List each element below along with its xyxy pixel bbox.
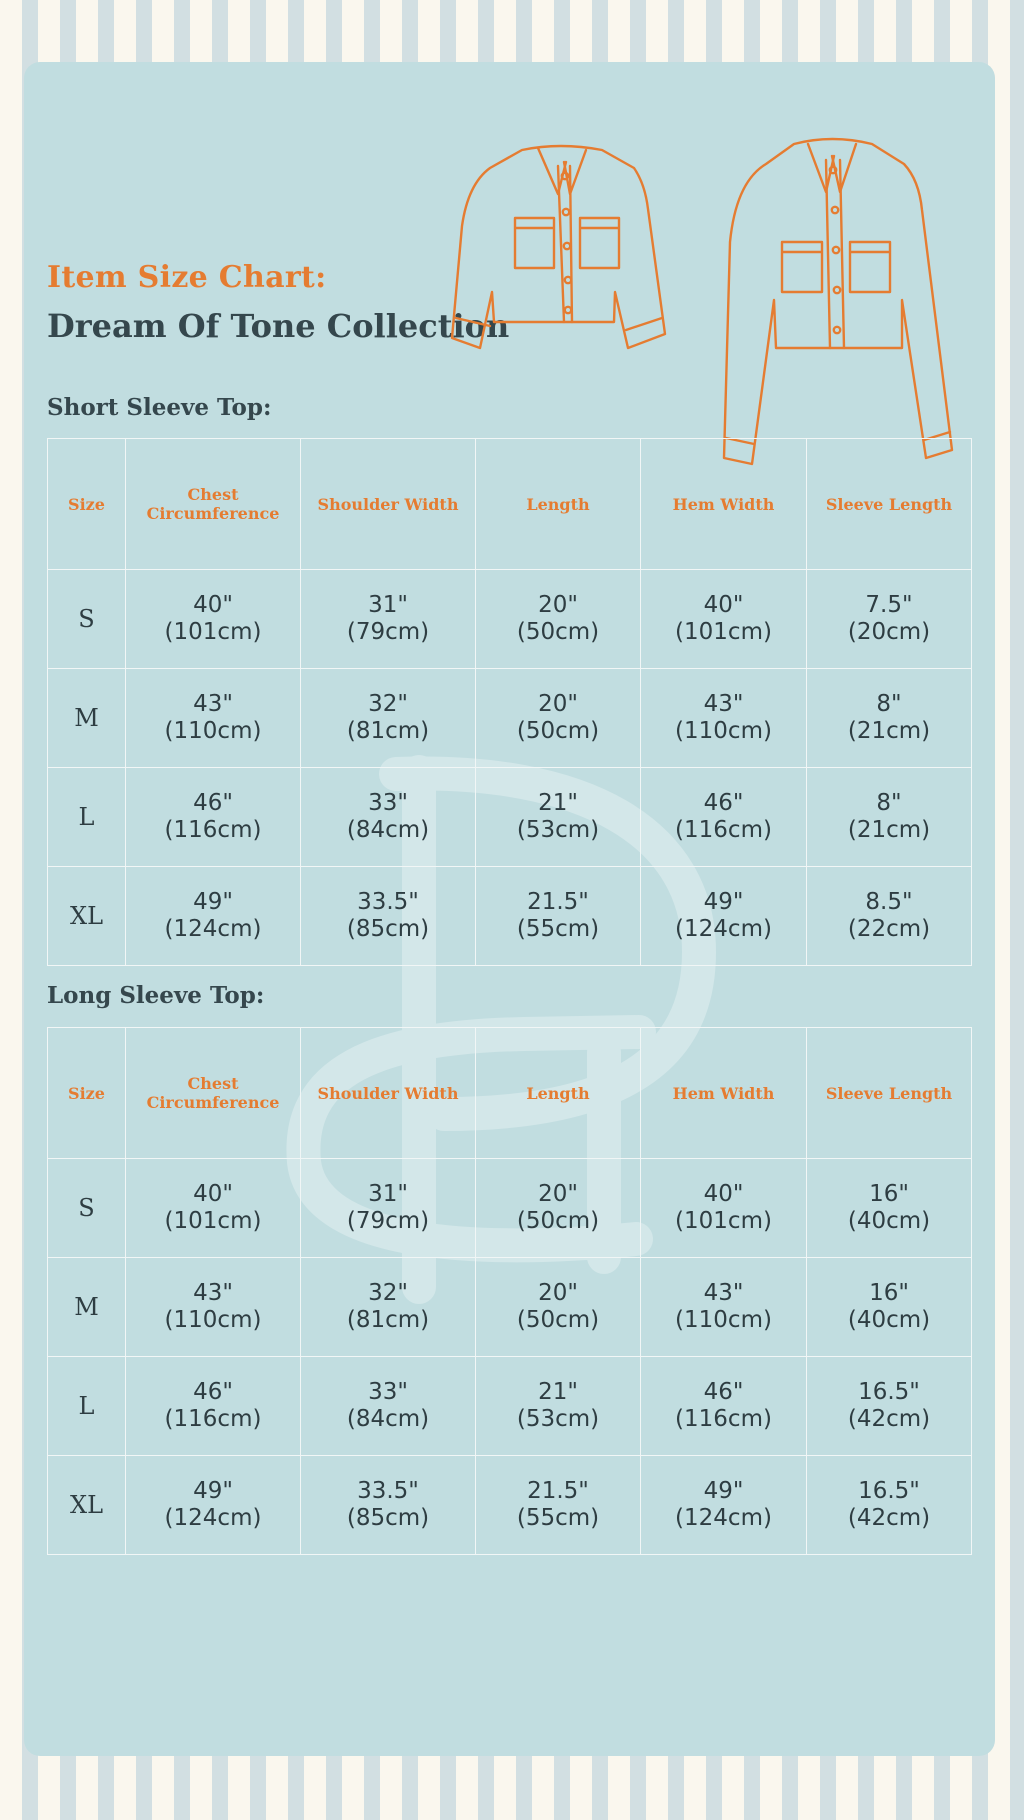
length-cm: (55cm)	[516, 916, 600, 942]
shoulder-cm: (84cm)	[346, 817, 430, 843]
chest-inches: 46"	[193, 790, 233, 816]
chest-cell	[126, 867, 301, 966]
hem-inches: 46"	[703, 790, 744, 816]
shoulder-cell	[301, 1456, 476, 1555]
table-row	[48, 768, 972, 867]
sleeve-cell	[807, 768, 972, 867]
shoulder-cell	[301, 1357, 476, 1456]
size-cell: M	[48, 1258, 126, 1357]
size-cell: L	[48, 1357, 126, 1456]
shoulder-inches: 33.5"	[357, 889, 419, 915]
length-cm: (50cm)	[516, 1307, 600, 1333]
chest-cm: (101cm)	[164, 1208, 262, 1234]
length-cm: (53cm)	[516, 1406, 600, 1432]
hem-cell	[641, 1258, 807, 1357]
column-header-chest: Chest Circumference	[126, 439, 301, 570]
shoulder-cell	[301, 570, 476, 669]
hem-cell	[641, 867, 807, 966]
chest-inches: 40"	[193, 1181, 233, 1207]
length-inches: 20"	[538, 691, 578, 717]
short-sleeve-section-title: Short Sleeve Top:	[47, 394, 272, 421]
sleeve-cell	[807, 1456, 972, 1555]
sleeve-cell	[807, 669, 972, 768]
chest-cm: (101cm)	[164, 619, 262, 645]
chest-inches: 43"	[193, 1280, 233, 1306]
hem-inches: 49"	[703, 889, 744, 915]
long-sleeve-size-table	[47, 1027, 972, 1555]
sleeve-cell	[807, 1159, 972, 1258]
length-cell	[476, 1357, 641, 1456]
chest-cm: (124cm)	[164, 916, 262, 942]
chest-cell	[126, 768, 301, 867]
sleeve-cell	[807, 570, 972, 669]
sleeve-cm: (21cm)	[847, 718, 931, 744]
length-inches: 20"	[538, 1280, 578, 1306]
table-header-row	[48, 1028, 972, 1159]
length-cm: (50cm)	[516, 1208, 600, 1234]
size-cell: L	[48, 768, 126, 867]
hem-cm: (101cm)	[675, 1208, 772, 1234]
hem-cm: (124cm)	[675, 1505, 772, 1531]
hem-cell	[641, 570, 807, 669]
sleeve-cm: (21cm)	[847, 817, 931, 843]
length-inches: 20"	[538, 592, 578, 618]
chest-cm: (110cm)	[164, 1307, 262, 1333]
size-cell: M	[48, 669, 126, 768]
shoulder-cm: (81cm)	[346, 1307, 430, 1333]
hem-cell	[641, 1357, 807, 1456]
hem-inches: 40"	[703, 592, 744, 618]
shoulder-cm: (85cm)	[346, 916, 430, 942]
sleeve-inches: 16"	[869, 1280, 909, 1306]
chest-cm: (116cm)	[164, 1406, 262, 1432]
column-header-hem: Hem Width	[641, 439, 807, 570]
chest-cell	[126, 1258, 301, 1357]
sleeve-inches: 8"	[876, 790, 902, 816]
sleeve-inches: 8.5"	[865, 889, 913, 915]
column-header-length: Length	[476, 1028, 641, 1159]
hem-cm: (116cm)	[675, 1406, 772, 1432]
hem-inches: 43"	[703, 1280, 744, 1306]
shoulder-inches: 33.5"	[357, 1478, 419, 1504]
size-cell: XL	[48, 1456, 126, 1555]
chest-cm: (116cm)	[164, 817, 262, 843]
column-header-size: Size	[48, 1028, 126, 1159]
column-header-shoulder: Shoulder Width	[301, 1028, 476, 1159]
length-cm: (50cm)	[516, 619, 600, 645]
length-cell	[476, 1258, 641, 1357]
shoulder-cm: (84cm)	[346, 1406, 430, 1432]
hem-cell	[641, 669, 807, 768]
sleeve-cm: (40cm)	[847, 1208, 931, 1234]
shoulder-cm: (85cm)	[346, 1505, 430, 1531]
sleeve-cm: (42cm)	[847, 1505, 931, 1531]
chest-inches: 49"	[193, 889, 233, 915]
table-row	[48, 867, 972, 966]
table-row	[48, 1357, 972, 1456]
length-cm: (53cm)	[516, 817, 600, 843]
hem-cm: (124cm)	[675, 916, 772, 942]
chest-cell	[126, 669, 301, 768]
hem-inches: 49"	[703, 1478, 744, 1504]
column-header-sleeve: Sleeve Length	[807, 1028, 972, 1159]
column-header-chest: Chest Circumference	[126, 1028, 301, 1159]
chest-cm: (124cm)	[164, 1505, 262, 1531]
chest-cell	[126, 1357, 301, 1456]
shoulder-cell	[301, 867, 476, 966]
length-cell	[476, 1159, 641, 1258]
short-sleeve-shirt-icon	[450, 134, 710, 354]
sleeve-cm: (42cm)	[847, 1406, 931, 1432]
sleeve-inches: 8"	[876, 691, 902, 717]
sleeve-cm: (20cm)	[847, 619, 931, 645]
chest-inches: 46"	[193, 1379, 233, 1405]
table-row	[48, 669, 972, 768]
table-row	[48, 1258, 972, 1357]
table-header-row	[48, 439, 972, 570]
long-sleeve-shirt-icon	[714, 130, 974, 468]
chest-inches: 49"	[193, 1478, 233, 1504]
shoulder-cm: (79cm)	[346, 1208, 430, 1234]
length-cell	[476, 570, 641, 669]
table-row	[48, 1159, 972, 1258]
length-inches: 21.5"	[527, 1478, 589, 1504]
chest-inches: 40"	[193, 592, 233, 618]
chest-cell	[126, 1456, 301, 1555]
hem-cell	[641, 1456, 807, 1555]
length-inches: 21"	[538, 1379, 578, 1405]
hem-cm: (116cm)	[675, 817, 772, 843]
length-cell	[476, 669, 641, 768]
shoulder-inches: 31"	[368, 592, 408, 618]
hem-cell	[641, 1159, 807, 1258]
sleeve-inches: 7.5"	[865, 592, 913, 618]
sleeve-cell	[807, 1357, 972, 1456]
column-header-shoulder: Shoulder Width	[301, 439, 476, 570]
column-header-size: Size	[48, 439, 126, 570]
sleeve-cell	[807, 867, 972, 966]
short-sleeve-size-table	[47, 438, 972, 966]
chest-cell	[126, 570, 301, 669]
sleeve-cell	[807, 1258, 972, 1357]
shoulder-inches: 32"	[368, 691, 408, 717]
column-header-hem: Hem Width	[641, 1028, 807, 1159]
size-cell: S	[48, 1159, 126, 1258]
shoulder-inches: 33"	[368, 1379, 408, 1405]
column-header-sleeve: Sleeve Length	[807, 439, 972, 570]
hem-inches: 43"	[703, 691, 744, 717]
size-cell: S	[48, 570, 126, 669]
table-row	[48, 1456, 972, 1555]
length-cell	[476, 867, 641, 966]
chest-cm: (110cm)	[164, 718, 262, 744]
sleeve-cm: (40cm)	[847, 1307, 931, 1333]
length-cell	[476, 768, 641, 867]
length-cell	[476, 1456, 641, 1555]
chest-cell	[126, 1159, 301, 1258]
length-cm: (55cm)	[516, 1505, 600, 1531]
shoulder-cell	[301, 669, 476, 768]
page-title: Item Size Chart:	[47, 260, 327, 295]
shoulder-inches: 31"	[368, 1181, 408, 1207]
hem-cm: (110cm)	[675, 1307, 772, 1333]
shoulder-cell	[301, 1258, 476, 1357]
column-header-length: Length	[476, 439, 641, 570]
hem-cm: (101cm)	[675, 619, 772, 645]
chest-inches: 43"	[193, 691, 233, 717]
sleeve-inches: 16.5"	[858, 1478, 920, 1504]
table-row	[48, 570, 972, 669]
hem-inches: 40"	[703, 1181, 744, 1207]
length-cm: (50cm)	[516, 718, 600, 744]
shoulder-inches: 33"	[368, 790, 408, 816]
long-sleeve-section-title: Long Sleeve Top:	[47, 982, 265, 1009]
shoulder-cm: (81cm)	[346, 718, 430, 744]
sleeve-inches: 16.5"	[858, 1379, 920, 1405]
shoulder-inches: 32"	[368, 1280, 408, 1306]
length-inches: 20"	[538, 1181, 578, 1207]
length-inches: 21"	[538, 790, 578, 816]
hem-cm: (110cm)	[675, 718, 772, 744]
collection-subtitle: Dream Of Tone Collection	[47, 307, 510, 345]
size-cell: XL	[48, 867, 126, 966]
size-chart-card	[24, 62, 995, 1756]
hem-inches: 46"	[703, 1379, 744, 1405]
hem-cell	[641, 768, 807, 867]
sleeve-cm: (22cm)	[847, 916, 931, 942]
length-inches: 21.5"	[527, 889, 589, 915]
sleeve-inches: 16"	[869, 1181, 909, 1207]
shoulder-cell	[301, 1159, 476, 1258]
shoulder-cm: (79cm)	[346, 619, 430, 645]
shoulder-cell	[301, 768, 476, 867]
